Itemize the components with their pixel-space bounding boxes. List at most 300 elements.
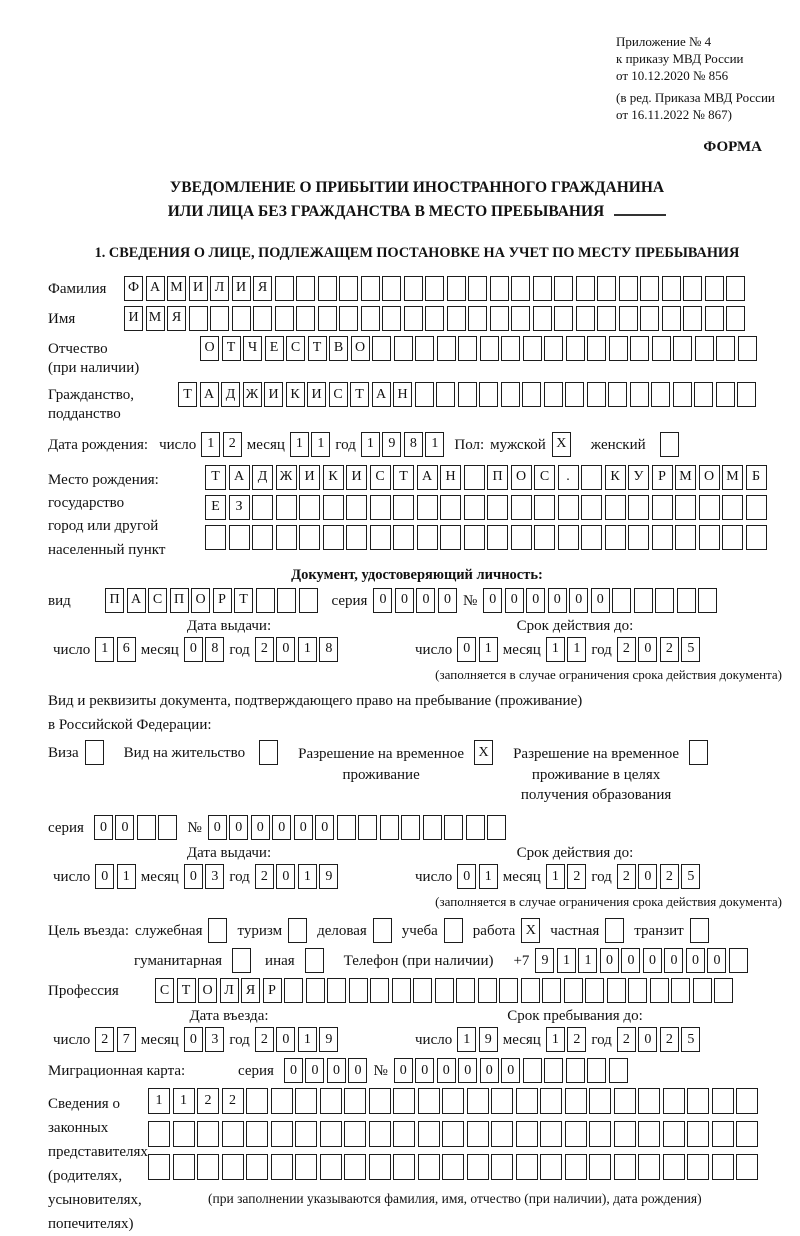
empty-cell [271,1088,293,1114]
filled-cell: 0 [251,815,270,840]
res-issue-day [95,864,136,889]
empty-cell [566,336,585,361]
empty-cell [222,1154,244,1180]
month-label: месяц [502,869,541,886]
passport-issue-month [184,637,225,662]
filled-cell: М [167,276,186,301]
filled-cell: 1 [117,864,136,889]
passport-dates-headers [48,618,786,635]
migration-card-row [48,1058,786,1083]
empty-cell [271,1121,293,1147]
temp-residence-label [298,740,464,785]
birth-place-label [48,465,205,562]
empty-cell [246,1121,268,1147]
empty-cell [638,1088,660,1114]
temp-residence-education-line3: получения образования [520,786,672,803]
empty-cell [468,306,487,331]
empty-cell [369,1088,391,1114]
empty-cell [346,525,367,550]
stay-day [457,1027,498,1052]
filled-cell: 1 [148,1088,170,1114]
empty-cell [323,525,344,550]
empty-cell [634,588,653,613]
residence-dates-headers [48,845,786,862]
filled-cell: 2 [660,637,679,662]
empty-cell [683,276,702,301]
empty-cell [417,525,438,550]
empty-cell [440,525,461,550]
birth-place-label-line2: государство [48,495,125,512]
filled-cell: И [299,465,320,490]
empty-cell [277,588,296,613]
surname-cells [124,276,745,301]
filled-cell: 2 [222,1088,244,1114]
empty-cell [339,276,358,301]
day-label: число [53,641,91,658]
empty-cell [576,306,595,331]
filled-cell: Н [393,382,412,407]
filled-cell: 0 [483,588,502,613]
filled-cell: 0 [480,1058,499,1083]
empty-cell [630,382,649,407]
filled-cell: С [534,465,555,490]
empty-cell [447,276,466,301]
empty-cell [320,1154,342,1180]
empty-cell [511,525,532,550]
filled-cell: 8 [319,637,338,662]
empty-cell [197,1121,219,1147]
empty-cell [565,382,584,407]
passport-valid-year [617,637,701,662]
empty-cell [232,948,251,973]
purpose-transit-label: транзит [634,923,684,940]
filled-cell: Т [177,978,196,1003]
empty-cell [540,1154,562,1180]
filled-cell: 0 [327,1058,346,1083]
filled-cell: 0 [638,637,657,662]
empty-cell [210,306,229,331]
filled-cell: 0 [395,588,414,613]
doc-type-label: вид [48,592,71,609]
empty-cell [501,336,520,361]
passport-issue-group [48,637,410,662]
empty-cell [694,382,713,407]
purpose-phone-row [134,948,786,973]
empty-cell [614,1088,636,1114]
filled-cell: 0 [437,1058,456,1083]
empty-cell [558,525,579,550]
given-name-label: Имя [48,310,76,327]
filled-cell: 2 [617,637,636,662]
empty-cell [746,525,767,550]
filled-cell: 2 [197,1088,219,1114]
filled-cell: 1 [298,1027,317,1052]
mc-number-label: № [373,1063,388,1080]
filled-cell: 0 [643,948,662,973]
empty-cell [566,1058,585,1083]
stay-until-group [410,1027,700,1052]
purpose-business-label: деловая [317,923,367,940]
empty-cell [369,1154,391,1180]
empty-cell [394,336,413,361]
empty-cell [327,978,346,1003]
year-label: год [591,869,612,886]
empty-cell [382,306,401,331]
empty-cell [425,306,444,331]
empty-cell [609,336,628,361]
empty-cell [614,1154,636,1180]
mc-series-label: серия [238,1063,274,1080]
filled-cell: 1 [578,948,597,973]
empty-cell [726,306,745,331]
empty-cell [663,1154,685,1180]
empty-cell [205,525,226,550]
filled-cell: Т [205,465,226,490]
filled-cell: Ж [276,465,297,490]
filled-cell: С [286,336,305,361]
day-label: число [159,436,197,453]
empty-cell [614,1121,636,1147]
phone-prefix: +7 [513,953,530,970]
patronymic-row [48,336,786,378]
stay-until-title: Срок пребывания до: [507,1008,643,1025]
filled-cell: 0 [284,1058,303,1083]
passport-issue-year [255,637,339,662]
empty-cell [640,276,659,301]
birth-place-row1 [205,465,767,490]
filled-cell: Т [308,336,327,361]
empty-cell [564,978,583,1003]
representatives-label [48,1088,148,1236]
birth-place-block [48,465,786,562]
filled-cell: 0 [505,588,524,613]
empty-cell [689,740,708,765]
purpose-private-label: частная [550,923,600,940]
birth-place-row3 [205,525,767,550]
sex-label: Пол: [454,436,485,453]
filled-cell: И [307,382,326,407]
passport-valid-day [457,637,498,662]
filled-cell: X [474,740,493,765]
filled-cell: И [189,276,208,301]
empty-cell [275,306,294,331]
empty-cell [344,1154,366,1180]
filled-cell: 0 [115,815,134,840]
empty-cell [437,336,456,361]
filled-cell: 1 [557,948,576,973]
filled-cell: Ф [124,276,143,301]
res-issue-group [48,864,410,889]
representatives-block [48,1088,786,1236]
purpose-work-checkbox [521,918,540,943]
res-issue-year [255,864,339,889]
empty-cell [380,815,399,840]
empty-cell [589,1088,611,1114]
empty-cell [521,978,540,1003]
filled-cell: К [605,465,626,490]
empty-cell [576,276,595,301]
empty-cell [370,978,389,1003]
empty-cell [299,525,320,550]
empty-cell [737,382,756,407]
year-label: год [229,869,250,886]
empty-cell [587,382,606,407]
empty-cell [346,495,367,520]
empty-cell [487,495,508,520]
empty-cell [252,525,273,550]
empty-cell [655,588,674,613]
given-name-cells [124,306,745,331]
empty-cell [222,1121,244,1147]
empty-cell [534,525,555,550]
empty-cell [491,1088,513,1114]
representatives-cell-rows [148,1088,758,1207]
empty-cell [344,1121,366,1147]
filled-cell: Р [652,465,673,490]
empty-cell [229,525,250,550]
day-label: число [53,869,91,886]
empty-cell [544,336,563,361]
empty-cell [511,495,532,520]
filled-cell: 8 [404,432,423,457]
empty-cell [638,1121,660,1147]
month-label: месяц [140,641,179,658]
filled-cell: О [191,588,210,613]
filled-cell: 0 [276,637,295,662]
empty-cell [415,382,434,407]
empty-cell [173,1154,195,1180]
empty-cell [442,1088,464,1114]
empty-cell [361,276,380,301]
empty-cell [533,276,552,301]
filled-cell: 9 [319,864,338,889]
empty-cell [652,336,671,361]
birth-place-label-line4: населенный пункт [48,541,166,558]
empty-cell [511,306,530,331]
res-issue-month [184,864,225,889]
patronymic-label-line1: Отчество [48,340,108,357]
filled-cell: 2 [95,1027,114,1052]
filled-cell: 7 [117,1027,136,1052]
filled-cell: С [148,588,167,613]
filled-cell: 5 [681,637,700,662]
filled-cell: М [146,306,165,331]
filled-cell: 0 [95,864,114,889]
passport-valid-title: Срок действия до: [516,617,634,634]
empty-cell [501,382,520,407]
phone-cells [535,948,748,973]
empty-cell [306,978,325,1003]
empty-cell [393,495,414,520]
profession-label: Профессия [48,983,119,1000]
form-title [48,176,786,223]
filled-cell: В [329,336,348,361]
filled-cell: 2 [617,1027,636,1052]
representatives-row3 [148,1154,758,1180]
filled-cell: 0 [457,864,476,889]
purpose-tourism-checkbox [288,918,307,943]
empty-cell [284,978,303,1003]
empty-cell [276,525,297,550]
empty-cell [464,495,485,520]
empty-cell [491,1121,513,1147]
filled-cell: К [323,465,344,490]
empty-cell [612,588,631,613]
empty-cell [382,276,401,301]
representatives-label-line3: представителях [48,1144,148,1161]
empty-cell [320,1121,342,1147]
empty-cell [687,1088,709,1114]
empty-cell [736,1088,758,1114]
filled-cell: П [105,588,124,613]
filled-cell: С [155,978,174,1003]
empty-cell [690,918,709,943]
empty-cell [705,306,724,331]
year-label: год [229,641,250,658]
validity-note: (заполняется в случае ограничения срока действия документа) [435,666,782,682]
month-label: месяц [246,436,285,453]
empty-cell [736,1121,758,1147]
passport-valid-month [546,637,587,662]
empty-cell [671,978,690,1003]
filled-cell: 5 [681,864,700,889]
temp-residence-checkbox [474,740,493,765]
empty-cell [404,306,423,331]
filled-cell: 1 [290,432,309,457]
empty-cell [369,1121,391,1147]
empty-cell [158,815,177,840]
filled-cell: 0 [501,1058,520,1083]
empty-cell [628,495,649,520]
birth-place-row2 [205,495,767,520]
filled-cell: А [200,382,219,407]
empty-cell [246,1088,268,1114]
empty-cell [361,306,380,331]
filled-cell: 2 [567,864,586,889]
empty-cell [456,978,475,1003]
validity-note-2: (заполняется в случае ограничения срока действия документа) [435,894,782,910]
filled-cell: И [124,306,143,331]
empty-cell [318,306,337,331]
empty-cell [372,336,391,361]
filled-cell: Т [234,588,253,613]
filled-cell: А [229,465,250,490]
filled-cell: 0 [526,588,545,613]
identity-doc-heading: Документ, удостоверяющий личность: [291,566,543,583]
empty-cell [393,1088,415,1114]
edition-line-1: (в ред. Приказа МВД России [616,89,775,105]
residence-doc-options [48,740,786,805]
empty-cell [444,918,463,943]
filled-cell: 0 [305,1058,324,1083]
filled-cell: И [264,382,283,407]
annex-line-3: от 10.12.2020 № 856 [616,67,729,83]
empty-cell [467,1121,489,1147]
surname-label: Фамилия [48,280,107,297]
representatives-label-line6: попечителях) [48,1216,134,1233]
empty-cell [415,336,434,361]
sex-female-checkbox [660,432,679,457]
purpose-label: Цель въезда: [48,923,129,940]
mc-number-cells [394,1058,628,1083]
empty-cell [516,1121,538,1147]
birth-date-group [154,432,444,457]
purpose-tourism-label: туризм [237,923,283,940]
empty-cell [288,918,307,943]
filled-cell: 0 [184,864,203,889]
empty-cell [746,495,767,520]
filled-cell: Ч [243,336,262,361]
form-title-line2-text: ИЛИ ЛИЦА БЕЗ ГРАЖДАНСТВА В МЕСТО ПРЕБЫВАНИЯ [167,202,605,220]
filled-cell: О [699,465,720,490]
temp-residence-education-checkbox [689,740,708,765]
purpose-official-label: служебная [134,923,203,940]
empty-cell [565,1121,587,1147]
filled-cell: П [487,465,508,490]
filled-cell: З [229,495,250,520]
empty-cell [638,1154,660,1180]
empty-cell [137,815,156,840]
empty-cell [413,978,432,1003]
empty-cell [296,306,315,331]
res-number-cells [208,815,507,840]
empty-cell [544,1058,563,1083]
filled-cell: Я [253,276,272,301]
filled-cell: 0 [276,864,295,889]
empty-cell [197,1154,219,1180]
filled-cell: 1 [479,637,498,662]
purpose-study-checkbox [444,918,463,943]
passport-valid-group [410,637,700,662]
empty-cell [442,1121,464,1147]
empty-cell [370,495,391,520]
empty-cell [246,1154,268,1180]
filled-cell: Б [746,465,767,490]
representatives-label-line5: усыновителях, [48,1192,142,1209]
empty-cell [299,588,318,613]
empty-cell [464,465,485,490]
empty-cell [677,588,696,613]
empty-cell [533,306,552,331]
month-label: месяц [502,641,541,658]
filled-cell: Д [252,465,273,490]
filled-cell: 0 [294,815,313,840]
filled-cell: 1 [546,637,565,662]
annex-line-2: к приказу МВД России [616,50,744,66]
empty-cell [370,525,391,550]
empty-cell [712,1121,734,1147]
day-label: число [415,869,453,886]
empty-cell [695,336,714,361]
filled-cell: И [232,276,251,301]
filled-cell: 0 [438,588,457,613]
filled-cell: 0 [707,948,726,973]
empty-cell [478,978,497,1003]
residence-doc-intro-line2: в Российской Федерации: [48,716,212,733]
filled-cell: 1 [457,1027,476,1052]
sex-female-label: женский [590,436,646,453]
empty-cell [736,1154,758,1180]
empty-cell [418,1121,440,1147]
citizenship-row [48,382,786,424]
empty-cell [587,1058,606,1083]
residence-permit-checkbox [259,740,278,765]
filled-cell: 0 [638,1027,657,1052]
purpose-work-label: работа [472,923,516,940]
filled-cell: 9 [319,1027,338,1052]
filled-cell: 0 [621,948,640,973]
empty-cell [650,978,669,1003]
